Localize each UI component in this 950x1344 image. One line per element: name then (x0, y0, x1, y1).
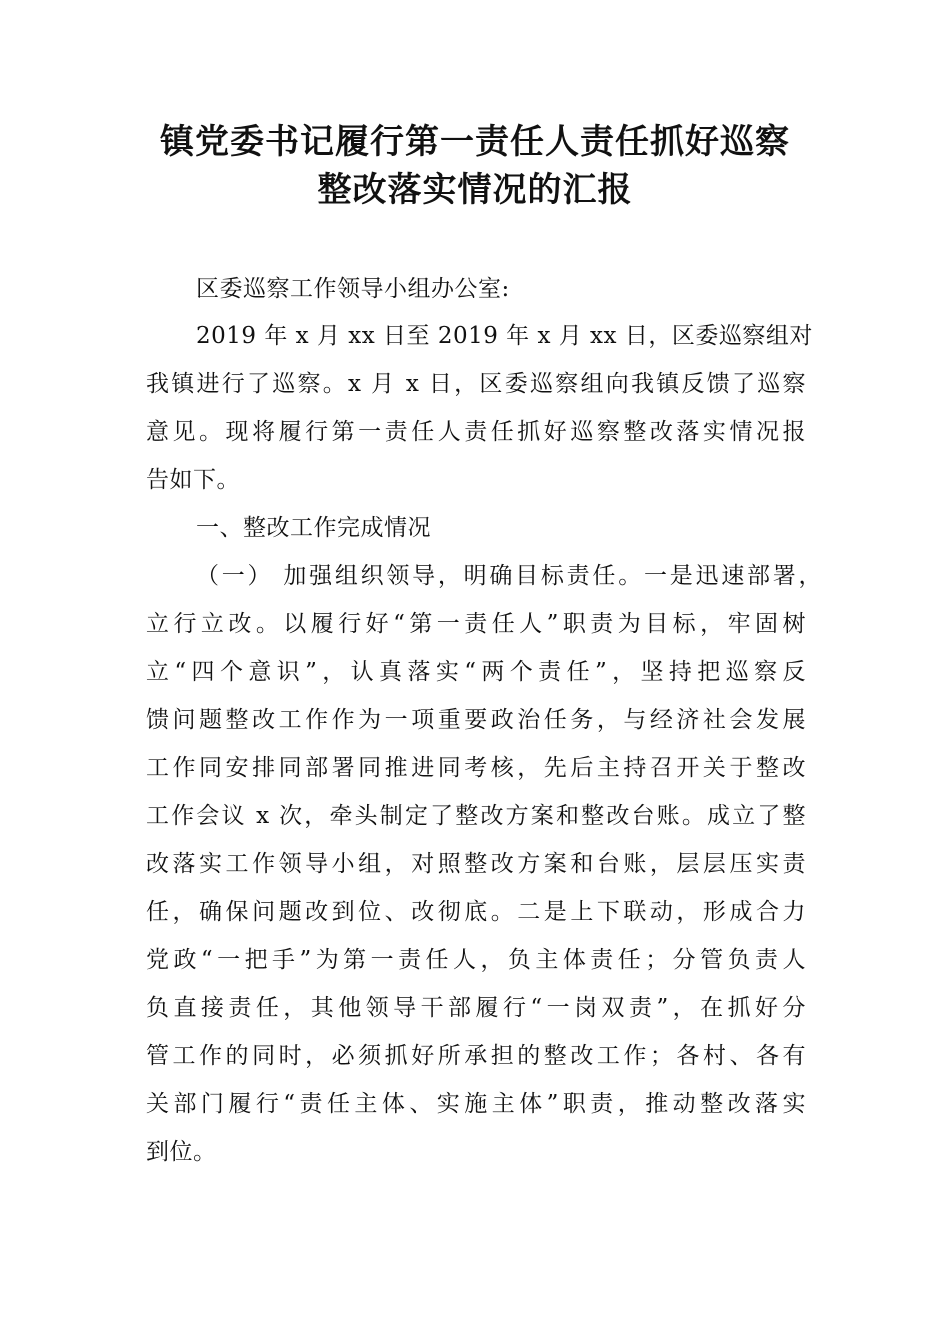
paragraph-2-line: 管工作的同时，必须抓好所承担的整改工作；各村、各有 (146, 1043, 806, 1069)
paragraph-2-line: 立行立改。以履行好“第一责任人”职责为目标，牢固树 (146, 611, 806, 637)
paragraph-2-line: （一） 加强组织领导，明确目标责任。一是迅速部署， (196, 563, 822, 589)
paragraph-2-line: 任，确保问题改到位、改彻底。二是上下联动，形成合力 (146, 899, 806, 925)
salutation: 区委巡察工作领导小组办公室: (196, 276, 510, 302)
paragraph-1-line: 意见。现将履行第一责任人责任抓好巡察整改落实情况报 (146, 419, 806, 445)
paragraph-2-line: 负直接责任，其他领导干部履行“一岗双责”，在抓好分 (146, 995, 806, 1021)
paragraph-2-line: 馈问题整改工作作为一项重要政治任务，与经济社会发展 (146, 707, 806, 733)
section-heading: 一、整改工作完成情况 (196, 515, 431, 541)
paragraph-2-line: 关部门履行“责任主体、实施主体”职责，推动整改落实 (146, 1091, 806, 1117)
paragraph-2-line: 到位。 (146, 1139, 217, 1165)
paragraph-2-line: 立“四个意识”，认真落实“两个责任”，坚持把巡察反 (146, 659, 806, 685)
paragraph-2-line: 党政“一把手”为第一责任人，负主体责任；分管负责人 (146, 947, 806, 973)
paragraph-2-line: 工作会议 x 次，牵头制定了整改方案和整改台账。成立了整 (146, 803, 806, 829)
paragraph-1-line: 告如下。 (146, 467, 240, 493)
paragraph-2-line: 工作同安排同部署同推进同考核，先后主持召开关于整改 (146, 755, 806, 781)
paragraph-1-line: 2019 年 x 月 xx 日至 2019 年 x 月 xx 日，区委巡察组对 (196, 323, 813, 349)
paragraph-1-line: 我镇进行了巡察。x 月 x 日，区委巡察组向我镇反馈了巡察 (146, 371, 806, 397)
paragraph-2-line: 改落实工作领导小组，对照整改方案和台账，层层压实责 (146, 851, 806, 877)
document-title-line-1: 镇党委书记履行第一责任人责任抓好巡察 (160, 122, 790, 162)
document-title-line-2: 整改落实情况的汇报 (317, 170, 633, 210)
